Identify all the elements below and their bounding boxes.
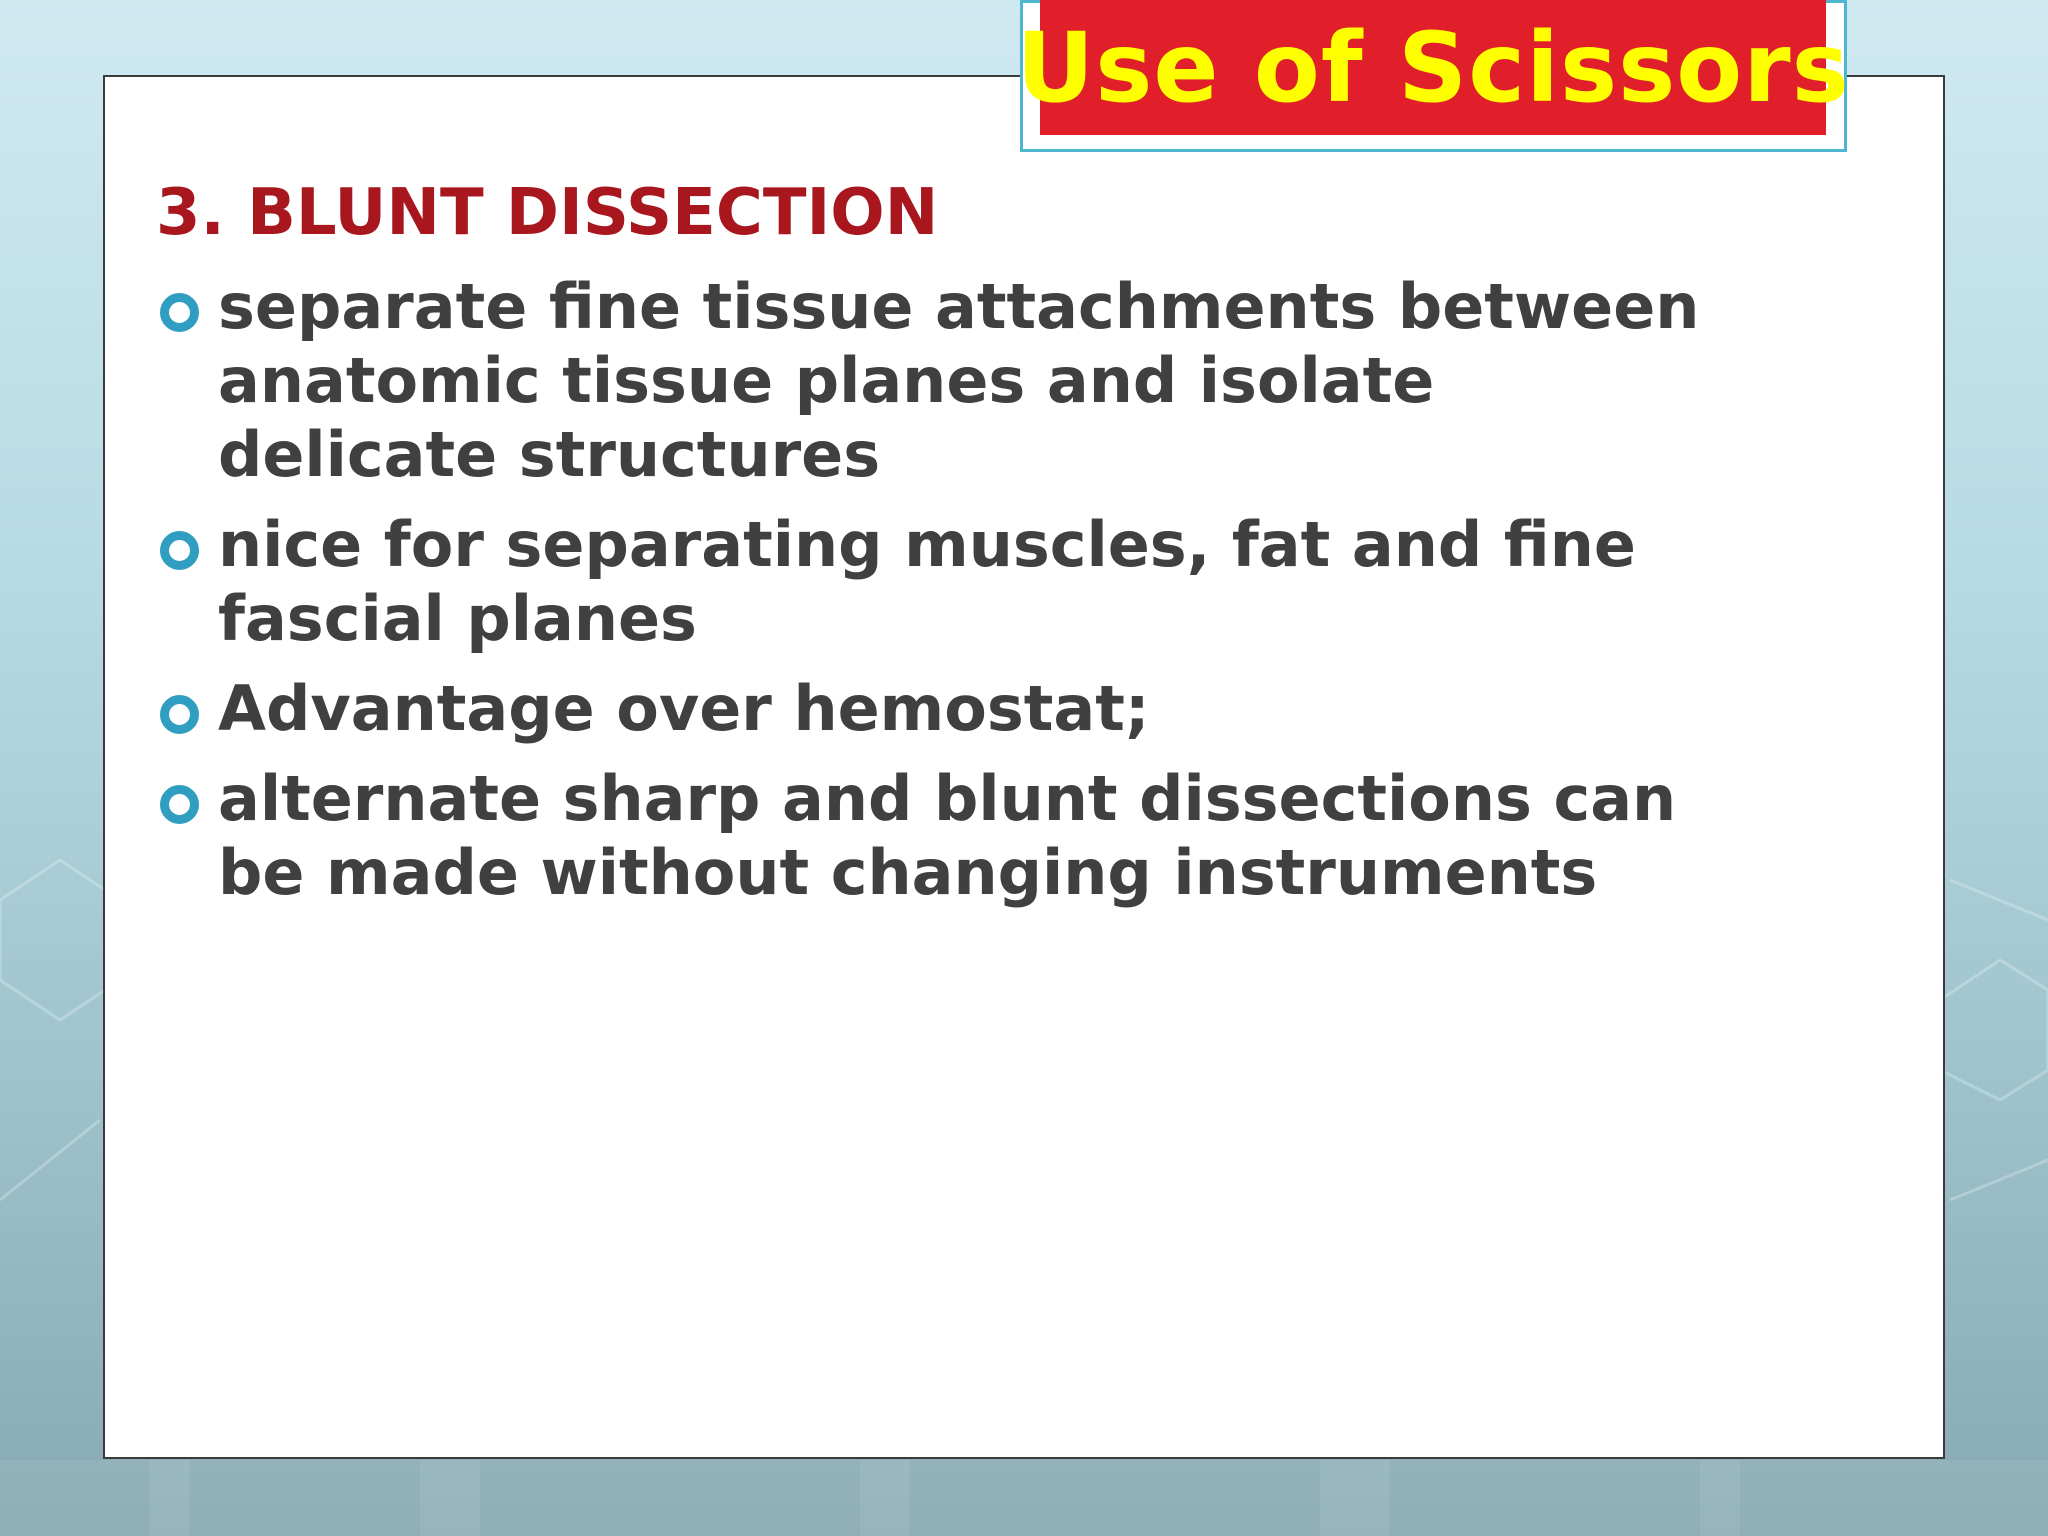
ring-bullet-icon	[160, 531, 199, 570]
ring-bullet-icon	[160, 695, 199, 734]
section-heading: 3. BLUNT DISSECTION	[156, 176, 939, 250]
bullet-item	[156, 508, 1716, 656]
bullet-list	[156, 270, 1716, 926]
bullet-text-line: delicate structures	[218, 418, 881, 491]
ring-bullet-icon	[160, 785, 199, 824]
bullet-item	[156, 672, 1716, 746]
bullet-text-line: fascial planes	[218, 582, 697, 655]
slide-title: Use of Scissors	[1016, 11, 1850, 124]
bullet-text-line: Advantage over hemostat;	[218, 672, 1150, 745]
bullet-text-line: nice for separating muscles, fat and fine	[218, 508, 1636, 581]
ring-bullet-icon	[160, 293, 199, 332]
bullet-text-line: anatomic tissue planes and isolate	[218, 344, 1435, 417]
title-banner	[1016, 0, 1850, 135]
bullet-item	[156, 762, 1716, 910]
bullet-text-line: be made without changing instruments	[218, 836, 1598, 909]
bullet-text-line: separate fine tissue attachments between	[218, 270, 1700, 343]
bullet-text-line: alternate sharp and blunt dissections can	[218, 762, 1677, 835]
bullet-item	[156, 270, 1716, 492]
